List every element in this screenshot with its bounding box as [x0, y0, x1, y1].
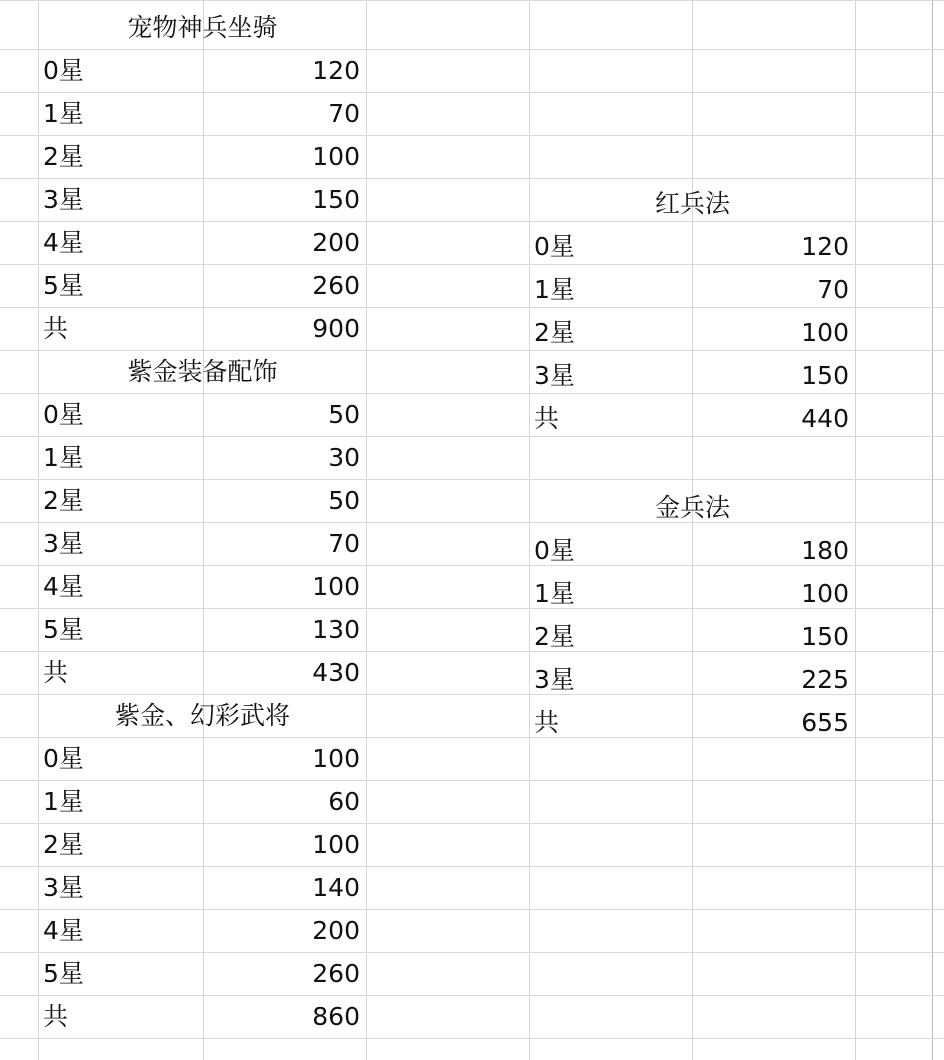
total-label: 共 — [43, 1002, 69, 1031]
row-value: 120 — [312, 56, 360, 85]
row-label: 0星 — [43, 56, 84, 85]
row-label: 3星 — [43, 529, 84, 558]
section-title: 紫金装备配饰 — [127, 357, 278, 386]
row-label: 1星 — [43, 99, 84, 128]
total-value: 430 — [312, 658, 360, 687]
row-value: 130 — [312, 615, 360, 644]
row-value: 70 — [328, 99, 360, 128]
row-value: 260 — [312, 271, 360, 300]
row-value: 100 — [312, 142, 360, 171]
grid-column-line — [855, 0, 856, 1060]
row-value: 60 — [328, 787, 360, 816]
grid-row-line — [0, 1038, 944, 1039]
row-value: 100 — [801, 318, 849, 347]
grid-column-line — [932, 0, 933, 1060]
row-label: 2星 — [43, 142, 84, 171]
row-value: 260 — [312, 959, 360, 988]
total-label: 共 — [43, 314, 69, 343]
row-value: 180 — [801, 536, 849, 565]
row-label: 5星 — [43, 271, 84, 300]
row-value: 50 — [328, 400, 360, 429]
row-label: 4星 — [43, 228, 84, 257]
row-label: 0星 — [43, 744, 84, 773]
row-label: 3星 — [43, 873, 84, 902]
row-value: 150 — [312, 185, 360, 214]
row-value: 200 — [312, 228, 360, 257]
total-label: 共 — [534, 708, 560, 737]
row-value: 50 — [328, 486, 360, 515]
row-label: 3星 — [534, 361, 575, 390]
row-label: 0星 — [534, 232, 575, 261]
row-label: 0星 — [43, 400, 84, 429]
row-value: 100 — [312, 830, 360, 859]
total-value: 900 — [312, 314, 360, 343]
row-label: 1星 — [43, 787, 84, 816]
total-value: 655 — [801, 708, 849, 737]
section-title: 宠物神兵坐骑 — [127, 13, 278, 42]
row-value: 200 — [312, 916, 360, 945]
row-value: 100 — [801, 579, 849, 608]
row-label: 4星 — [43, 572, 84, 601]
row-value: 140 — [312, 873, 360, 902]
row-value: 120 — [801, 232, 849, 261]
row-label: 3星 — [43, 185, 84, 214]
grid-column-line — [366, 0, 367, 1060]
grid-row-line — [0, 0, 944, 1]
row-label: 5星 — [43, 959, 84, 988]
row-label: 1星 — [43, 443, 84, 472]
section-title: 金兵法 — [654, 493, 730, 522]
row-value: 100 — [312, 744, 360, 773]
total-value: 440 — [801, 404, 849, 433]
row-label: 0星 — [534, 536, 575, 565]
section-title: 紫金、幻彩武将 — [114, 701, 290, 730]
row-label: 5星 — [43, 615, 84, 644]
row-label: 3星 — [534, 665, 575, 694]
row-label: 1星 — [534, 275, 575, 304]
row-value: 30 — [328, 443, 360, 472]
row-value: 100 — [312, 572, 360, 601]
row-value: 70 — [328, 529, 360, 558]
row-value: 150 — [801, 361, 849, 390]
section-title: 红兵法 — [654, 189, 730, 218]
row-label: 2星 — [43, 486, 84, 515]
row-label: 2星 — [43, 830, 84, 859]
row-label: 2星 — [534, 318, 575, 347]
row-label: 4星 — [43, 916, 84, 945]
total-value: 860 — [312, 1002, 360, 1031]
row-value: 70 — [817, 275, 849, 304]
row-value: 150 — [801, 622, 849, 651]
total-label: 共 — [43, 658, 69, 687]
total-label: 共 — [534, 404, 560, 433]
row-value: 225 — [801, 665, 849, 694]
row-label: 1星 — [534, 579, 575, 608]
row-label: 2星 — [534, 622, 575, 651]
